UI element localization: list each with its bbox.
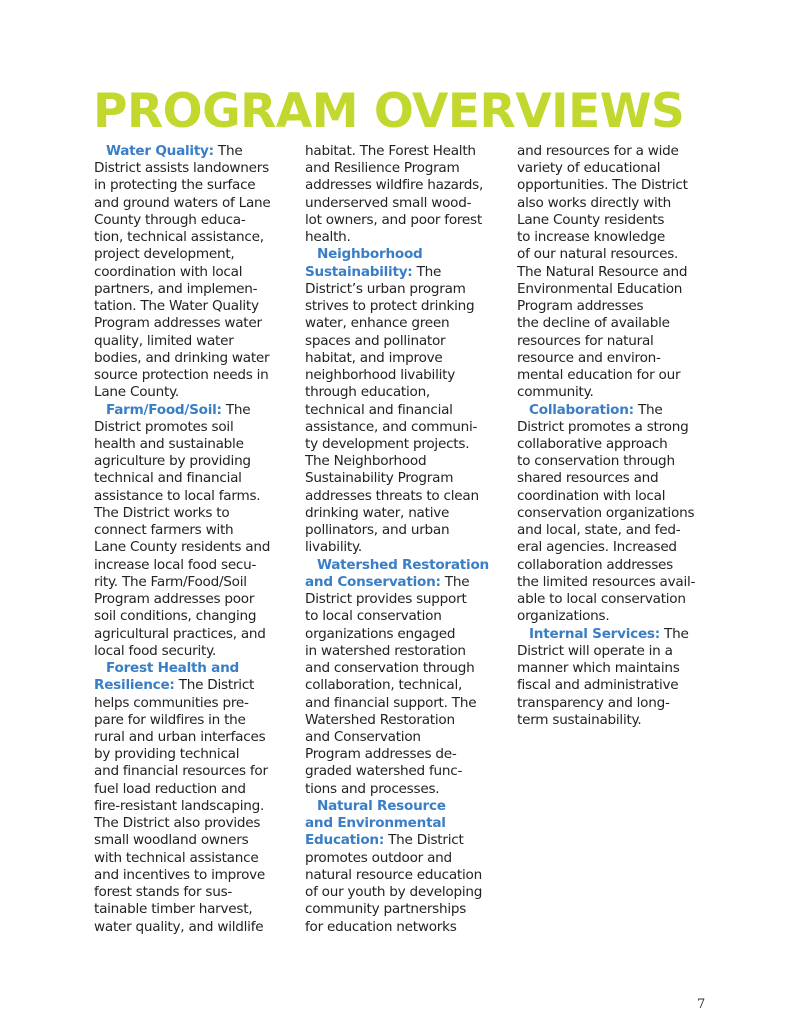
body-text: technical and financial bbox=[305, 401, 453, 418]
body-text: The bbox=[213, 143, 243, 159]
body-text: transparency and long- bbox=[517, 694, 670, 711]
body-text: and Conservation bbox=[305, 728, 421, 745]
text-line bbox=[94, 177, 294, 194]
body-text: The bbox=[440, 573, 470, 590]
text-line bbox=[305, 608, 505, 625]
body-text: source protection needs in bbox=[94, 367, 269, 384]
text-line bbox=[94, 867, 294, 884]
text-line bbox=[305, 574, 505, 591]
text-line bbox=[517, 143, 717, 160]
text-line bbox=[94, 264, 294, 281]
body-text: and conservation through bbox=[305, 660, 475, 677]
body-text: the decline of available bbox=[517, 315, 670, 332]
body-text: District provides support bbox=[305, 591, 467, 608]
text-line bbox=[305, 832, 505, 849]
text-line bbox=[305, 746, 505, 763]
body-text: organizations. bbox=[517, 608, 610, 625]
text-line bbox=[305, 229, 505, 246]
text-line bbox=[305, 177, 505, 194]
body-text: increase local food secu- bbox=[94, 556, 257, 573]
text-line bbox=[517, 557, 717, 574]
body-text: Lane County residents and bbox=[94, 539, 271, 556]
body-text: The bbox=[659, 625, 689, 642]
body-text: Program addresses poor bbox=[94, 591, 255, 608]
text-line bbox=[517, 677, 717, 694]
body-text: the limited resources avail- bbox=[517, 573, 696, 590]
text-line bbox=[305, 781, 505, 798]
body-text: The bbox=[633, 401, 663, 418]
body-text: The Natural Resource and bbox=[517, 263, 688, 280]
text-line bbox=[305, 315, 505, 332]
section-heading: and Environmental bbox=[305, 815, 446, 832]
text-line bbox=[517, 246, 717, 263]
body-text: partners, and implemen- bbox=[94, 280, 258, 297]
text-line bbox=[517, 333, 717, 350]
text-line bbox=[305, 660, 505, 677]
text-line bbox=[517, 591, 717, 608]
text-line bbox=[94, 557, 294, 574]
text-line bbox=[305, 402, 505, 419]
text-line bbox=[94, 660, 294, 677]
body-text: ty development projects. bbox=[305, 435, 470, 452]
text-line bbox=[305, 815, 505, 832]
text-line bbox=[305, 557, 505, 574]
section-heading: Collaboration: bbox=[529, 401, 634, 418]
section-heading: Resilience: bbox=[94, 677, 175, 694]
text-line bbox=[517, 574, 717, 591]
body-text: and financial resources for bbox=[94, 763, 268, 780]
text-line bbox=[94, 729, 294, 746]
body-text: tainable timber harvest, bbox=[94, 901, 253, 918]
text-line bbox=[94, 315, 294, 332]
body-text: small woodland owners bbox=[94, 832, 249, 849]
body-text: mental education for our bbox=[517, 367, 681, 384]
text-line bbox=[305, 281, 505, 298]
text-line bbox=[94, 333, 294, 350]
body-text: The District bbox=[174, 677, 255, 694]
body-text: coordination with local bbox=[517, 487, 666, 504]
body-text: District’s urban program bbox=[305, 280, 466, 297]
text-line bbox=[305, 350, 505, 367]
text-line bbox=[305, 643, 505, 660]
text-line bbox=[94, 781, 294, 798]
body-text: Program addresses water bbox=[94, 315, 262, 332]
body-text: forest stands for sus- bbox=[94, 884, 233, 901]
body-text: water quality, and wildlife bbox=[94, 918, 264, 935]
body-text: term sustainability. bbox=[517, 711, 642, 728]
text-line bbox=[305, 695, 505, 712]
body-text: fiscal and administrative bbox=[517, 677, 679, 694]
text-line bbox=[305, 160, 505, 177]
body-text: spaces and pollinator bbox=[305, 332, 446, 349]
text-line bbox=[517, 436, 717, 453]
text-line bbox=[305, 884, 505, 901]
body-text: pare for wildfires in the bbox=[94, 711, 246, 728]
body-text: community partnerships bbox=[305, 901, 467, 918]
body-text: variety of educational bbox=[517, 160, 661, 177]
body-text: also works directly with bbox=[517, 194, 671, 211]
section-heading: Education: bbox=[305, 832, 385, 849]
body-text: coordination with local bbox=[94, 263, 243, 280]
body-text: able to local conservation bbox=[517, 591, 686, 608]
body-text: and incentives to improve bbox=[94, 866, 266, 883]
body-text: strives to protect drinking bbox=[305, 298, 475, 315]
text-line bbox=[94, 367, 294, 384]
text-line bbox=[517, 212, 717, 229]
text-line bbox=[94, 746, 294, 763]
text-line bbox=[94, 574, 294, 591]
text-line bbox=[94, 505, 294, 522]
text-line bbox=[305, 333, 505, 350]
body-text: natural resource education bbox=[305, 866, 482, 883]
body-text: and ground waters of Lane bbox=[94, 194, 271, 211]
body-text: and Resilience Program bbox=[305, 160, 460, 177]
text-line bbox=[517, 367, 717, 384]
body-text: habitat, and improve bbox=[305, 349, 443, 366]
text-line bbox=[517, 608, 717, 625]
body-text: through education, bbox=[305, 384, 431, 401]
body-text: agriculture by providing bbox=[94, 453, 251, 470]
text-line bbox=[517, 488, 717, 505]
body-text: habitat. The Forest Health bbox=[305, 143, 476, 159]
body-text: rity. The Farm/Food/Soil bbox=[94, 573, 247, 590]
text-line bbox=[94, 798, 294, 815]
text-line bbox=[305, 246, 505, 263]
text-line bbox=[517, 522, 717, 539]
page-number: 7 bbox=[697, 997, 706, 1012]
text-line bbox=[517, 505, 717, 522]
text-column-3 bbox=[517, 143, 717, 729]
text-line bbox=[94, 695, 294, 712]
text-line bbox=[94, 884, 294, 901]
body-text: fire-resistant landscaping. bbox=[94, 797, 265, 814]
body-text: eral agencies. Increased bbox=[517, 539, 677, 556]
text-line bbox=[517, 539, 717, 556]
body-text: District promotes a strong bbox=[517, 418, 689, 435]
text-column-1 bbox=[94, 143, 294, 936]
text-line bbox=[94, 608, 294, 625]
text-line bbox=[94, 453, 294, 470]
body-text: fuel load reduction and bbox=[94, 780, 246, 797]
body-text: District assists landowners bbox=[94, 160, 269, 177]
text-line bbox=[517, 384, 717, 401]
text-line bbox=[94, 436, 294, 453]
body-text: resource and environ- bbox=[517, 349, 661, 366]
body-text: addresses threats to clean bbox=[305, 487, 479, 504]
body-text: shared resources and bbox=[517, 470, 659, 487]
text-line bbox=[305, 488, 505, 505]
body-text: resources for natural bbox=[517, 332, 654, 349]
text-line bbox=[94, 402, 294, 419]
text-line bbox=[94, 832, 294, 849]
body-text: organizations engaged bbox=[305, 625, 456, 642]
text-line bbox=[305, 470, 505, 487]
body-text: Program addresses bbox=[517, 298, 644, 315]
text-line bbox=[305, 850, 505, 867]
text-line bbox=[517, 402, 717, 419]
text-line bbox=[94, 350, 294, 367]
text-line bbox=[517, 264, 717, 281]
body-text: to increase knowledge bbox=[517, 229, 666, 246]
body-text: opportunities. The District bbox=[517, 177, 688, 194]
text-line bbox=[94, 195, 294, 212]
body-text: graded watershed func- bbox=[305, 763, 463, 780]
text-line bbox=[305, 591, 505, 608]
section-heading: Farm/Food/Soil: bbox=[106, 401, 222, 418]
body-text: Lane County residents bbox=[517, 211, 665, 228]
section-heading: Natural Resource bbox=[317, 797, 446, 814]
text-line bbox=[94, 901, 294, 918]
text-line bbox=[305, 195, 505, 212]
text-line bbox=[94, 591, 294, 608]
body-text: Lane County. bbox=[94, 384, 180, 401]
body-text: agricultural practices, and bbox=[94, 625, 266, 642]
text-line bbox=[517, 195, 717, 212]
body-text: rural and urban interfaces bbox=[94, 728, 266, 745]
text-line bbox=[94, 281, 294, 298]
body-text: Sustainability Program bbox=[305, 470, 454, 487]
body-text: neighborhood livability bbox=[305, 367, 456, 384]
text-line bbox=[305, 763, 505, 780]
text-line bbox=[305, 729, 505, 746]
body-text: collaboration addresses bbox=[517, 556, 674, 573]
body-text: The Neighborhood bbox=[305, 453, 427, 470]
text-line bbox=[517, 298, 717, 315]
body-text: District will operate in a bbox=[517, 642, 673, 659]
text-line bbox=[517, 470, 717, 487]
body-text: pollinators, and urban bbox=[305, 522, 450, 539]
text-line bbox=[94, 850, 294, 867]
body-text: in protecting the surface bbox=[94, 177, 256, 194]
body-text: with technical assistance bbox=[94, 849, 259, 866]
text-line bbox=[94, 763, 294, 780]
text-line bbox=[517, 229, 717, 246]
body-text: The District also provides bbox=[94, 815, 261, 832]
body-text: The District bbox=[384, 832, 464, 849]
body-text: in watershed restoration bbox=[305, 642, 466, 659]
body-text: of our youth by developing bbox=[305, 884, 483, 901]
body-text: to conservation through bbox=[517, 453, 675, 470]
body-text: underserved small wood- bbox=[305, 194, 472, 211]
text-line bbox=[305, 367, 505, 384]
body-text: and local, state, and fed- bbox=[517, 522, 681, 539]
section-heading: Neighborhood bbox=[317, 246, 423, 263]
body-text: County through educa- bbox=[94, 211, 246, 228]
text-line bbox=[94, 919, 294, 936]
body-text: collaborative approach bbox=[517, 435, 668, 452]
section-heading: Forest Health and bbox=[106, 660, 239, 677]
section-heading: Watershed Restoration bbox=[317, 556, 489, 573]
text-line bbox=[94, 470, 294, 487]
body-text: Environmental Education bbox=[517, 280, 683, 297]
section-heading: Sustainability: bbox=[305, 263, 413, 280]
text-column-2 bbox=[305, 143, 505, 936]
body-text: assistance to local farms. bbox=[94, 487, 261, 504]
text-line bbox=[94, 229, 294, 246]
text-line bbox=[517, 643, 717, 660]
text-line bbox=[305, 539, 505, 556]
body-text: tions and processes. bbox=[305, 780, 440, 797]
text-line bbox=[305, 919, 505, 936]
body-text: tation. The Water Quality bbox=[94, 298, 259, 315]
section-heading: Water Quality: bbox=[106, 143, 214, 159]
text-line bbox=[94, 212, 294, 229]
text-line bbox=[517, 177, 717, 194]
text-line bbox=[517, 315, 717, 332]
body-text: assistance, and communi- bbox=[305, 418, 478, 435]
body-text: Watershed Restoration bbox=[305, 711, 455, 728]
body-text: promotes outdoor and bbox=[305, 849, 452, 866]
text-line bbox=[517, 453, 717, 470]
text-line bbox=[94, 815, 294, 832]
text-line bbox=[517, 281, 717, 298]
text-line bbox=[94, 298, 294, 315]
body-text: project development, bbox=[94, 246, 235, 263]
text-line bbox=[517, 160, 717, 177]
body-text: lot owners, and poor forest bbox=[305, 211, 482, 228]
text-line bbox=[305, 436, 505, 453]
text-line bbox=[305, 143, 505, 160]
body-text: livability. bbox=[305, 539, 362, 556]
text-line bbox=[517, 660, 717, 677]
body-text: connect farmers with bbox=[94, 522, 234, 539]
body-text: Program addresses de- bbox=[305, 746, 457, 763]
body-text: health and sustainable bbox=[94, 435, 244, 452]
text-line bbox=[94, 522, 294, 539]
text-line bbox=[94, 143, 294, 160]
body-text: local food security. bbox=[94, 642, 217, 659]
body-text: District promotes soil bbox=[94, 418, 234, 435]
text-line bbox=[305, 798, 505, 815]
body-text: drinking water, native bbox=[305, 504, 450, 521]
body-text: and financial support. The bbox=[305, 694, 477, 711]
body-text: technical and financial bbox=[94, 470, 242, 487]
text-line bbox=[305, 626, 505, 643]
page-title: PROGRAM OVERVIEWS bbox=[93, 84, 685, 139]
text-line bbox=[517, 419, 717, 436]
body-text: collaboration, technical, bbox=[305, 677, 463, 694]
text-line bbox=[305, 453, 505, 470]
text-line bbox=[305, 522, 505, 539]
text-line bbox=[517, 626, 717, 643]
body-text: of our natural resources. bbox=[517, 246, 679, 263]
body-text: tion, technical assistance, bbox=[94, 229, 264, 246]
text-line bbox=[94, 419, 294, 436]
body-text: bodies, and drinking water bbox=[94, 349, 270, 366]
text-line bbox=[94, 488, 294, 505]
text-line bbox=[94, 539, 294, 556]
body-text: manner which maintains bbox=[517, 660, 680, 677]
body-text: addresses wildfire hazards, bbox=[305, 177, 484, 194]
text-line bbox=[94, 626, 294, 643]
text-line bbox=[94, 712, 294, 729]
body-text: and resources for a wide bbox=[517, 143, 679, 159]
text-line bbox=[94, 643, 294, 660]
text-line bbox=[305, 298, 505, 315]
body-text: quality, limited water bbox=[94, 332, 234, 349]
text-line bbox=[305, 505, 505, 522]
body-text: by providing technical bbox=[94, 746, 240, 763]
text-line bbox=[94, 160, 294, 177]
text-line bbox=[305, 901, 505, 918]
text-line bbox=[305, 677, 505, 694]
body-text: soil conditions, changing bbox=[94, 608, 257, 625]
body-text: health. bbox=[305, 229, 351, 246]
text-line bbox=[305, 867, 505, 884]
text-line bbox=[517, 350, 717, 367]
body-text: The District works to bbox=[94, 504, 230, 521]
body-text: water, enhance green bbox=[305, 315, 450, 332]
body-text: The bbox=[221, 401, 251, 418]
body-text: helps communities pre- bbox=[94, 694, 249, 711]
text-line bbox=[305, 712, 505, 729]
body-text: community. bbox=[517, 384, 594, 401]
text-line bbox=[517, 712, 717, 729]
text-line bbox=[305, 212, 505, 229]
body-text: The bbox=[412, 263, 442, 280]
text-line bbox=[94, 384, 294, 401]
text-line bbox=[94, 677, 294, 694]
text-line bbox=[305, 419, 505, 436]
body-text: for education networks bbox=[305, 918, 457, 935]
section-heading: and Conservation: bbox=[305, 573, 441, 590]
text-line bbox=[305, 264, 505, 281]
text-line bbox=[517, 695, 717, 712]
text-line bbox=[94, 246, 294, 263]
section-heading: Internal Services: bbox=[529, 625, 660, 642]
text-line bbox=[305, 384, 505, 401]
body-text: to local conservation bbox=[305, 608, 442, 625]
body-text: conservation organizations bbox=[517, 504, 695, 521]
